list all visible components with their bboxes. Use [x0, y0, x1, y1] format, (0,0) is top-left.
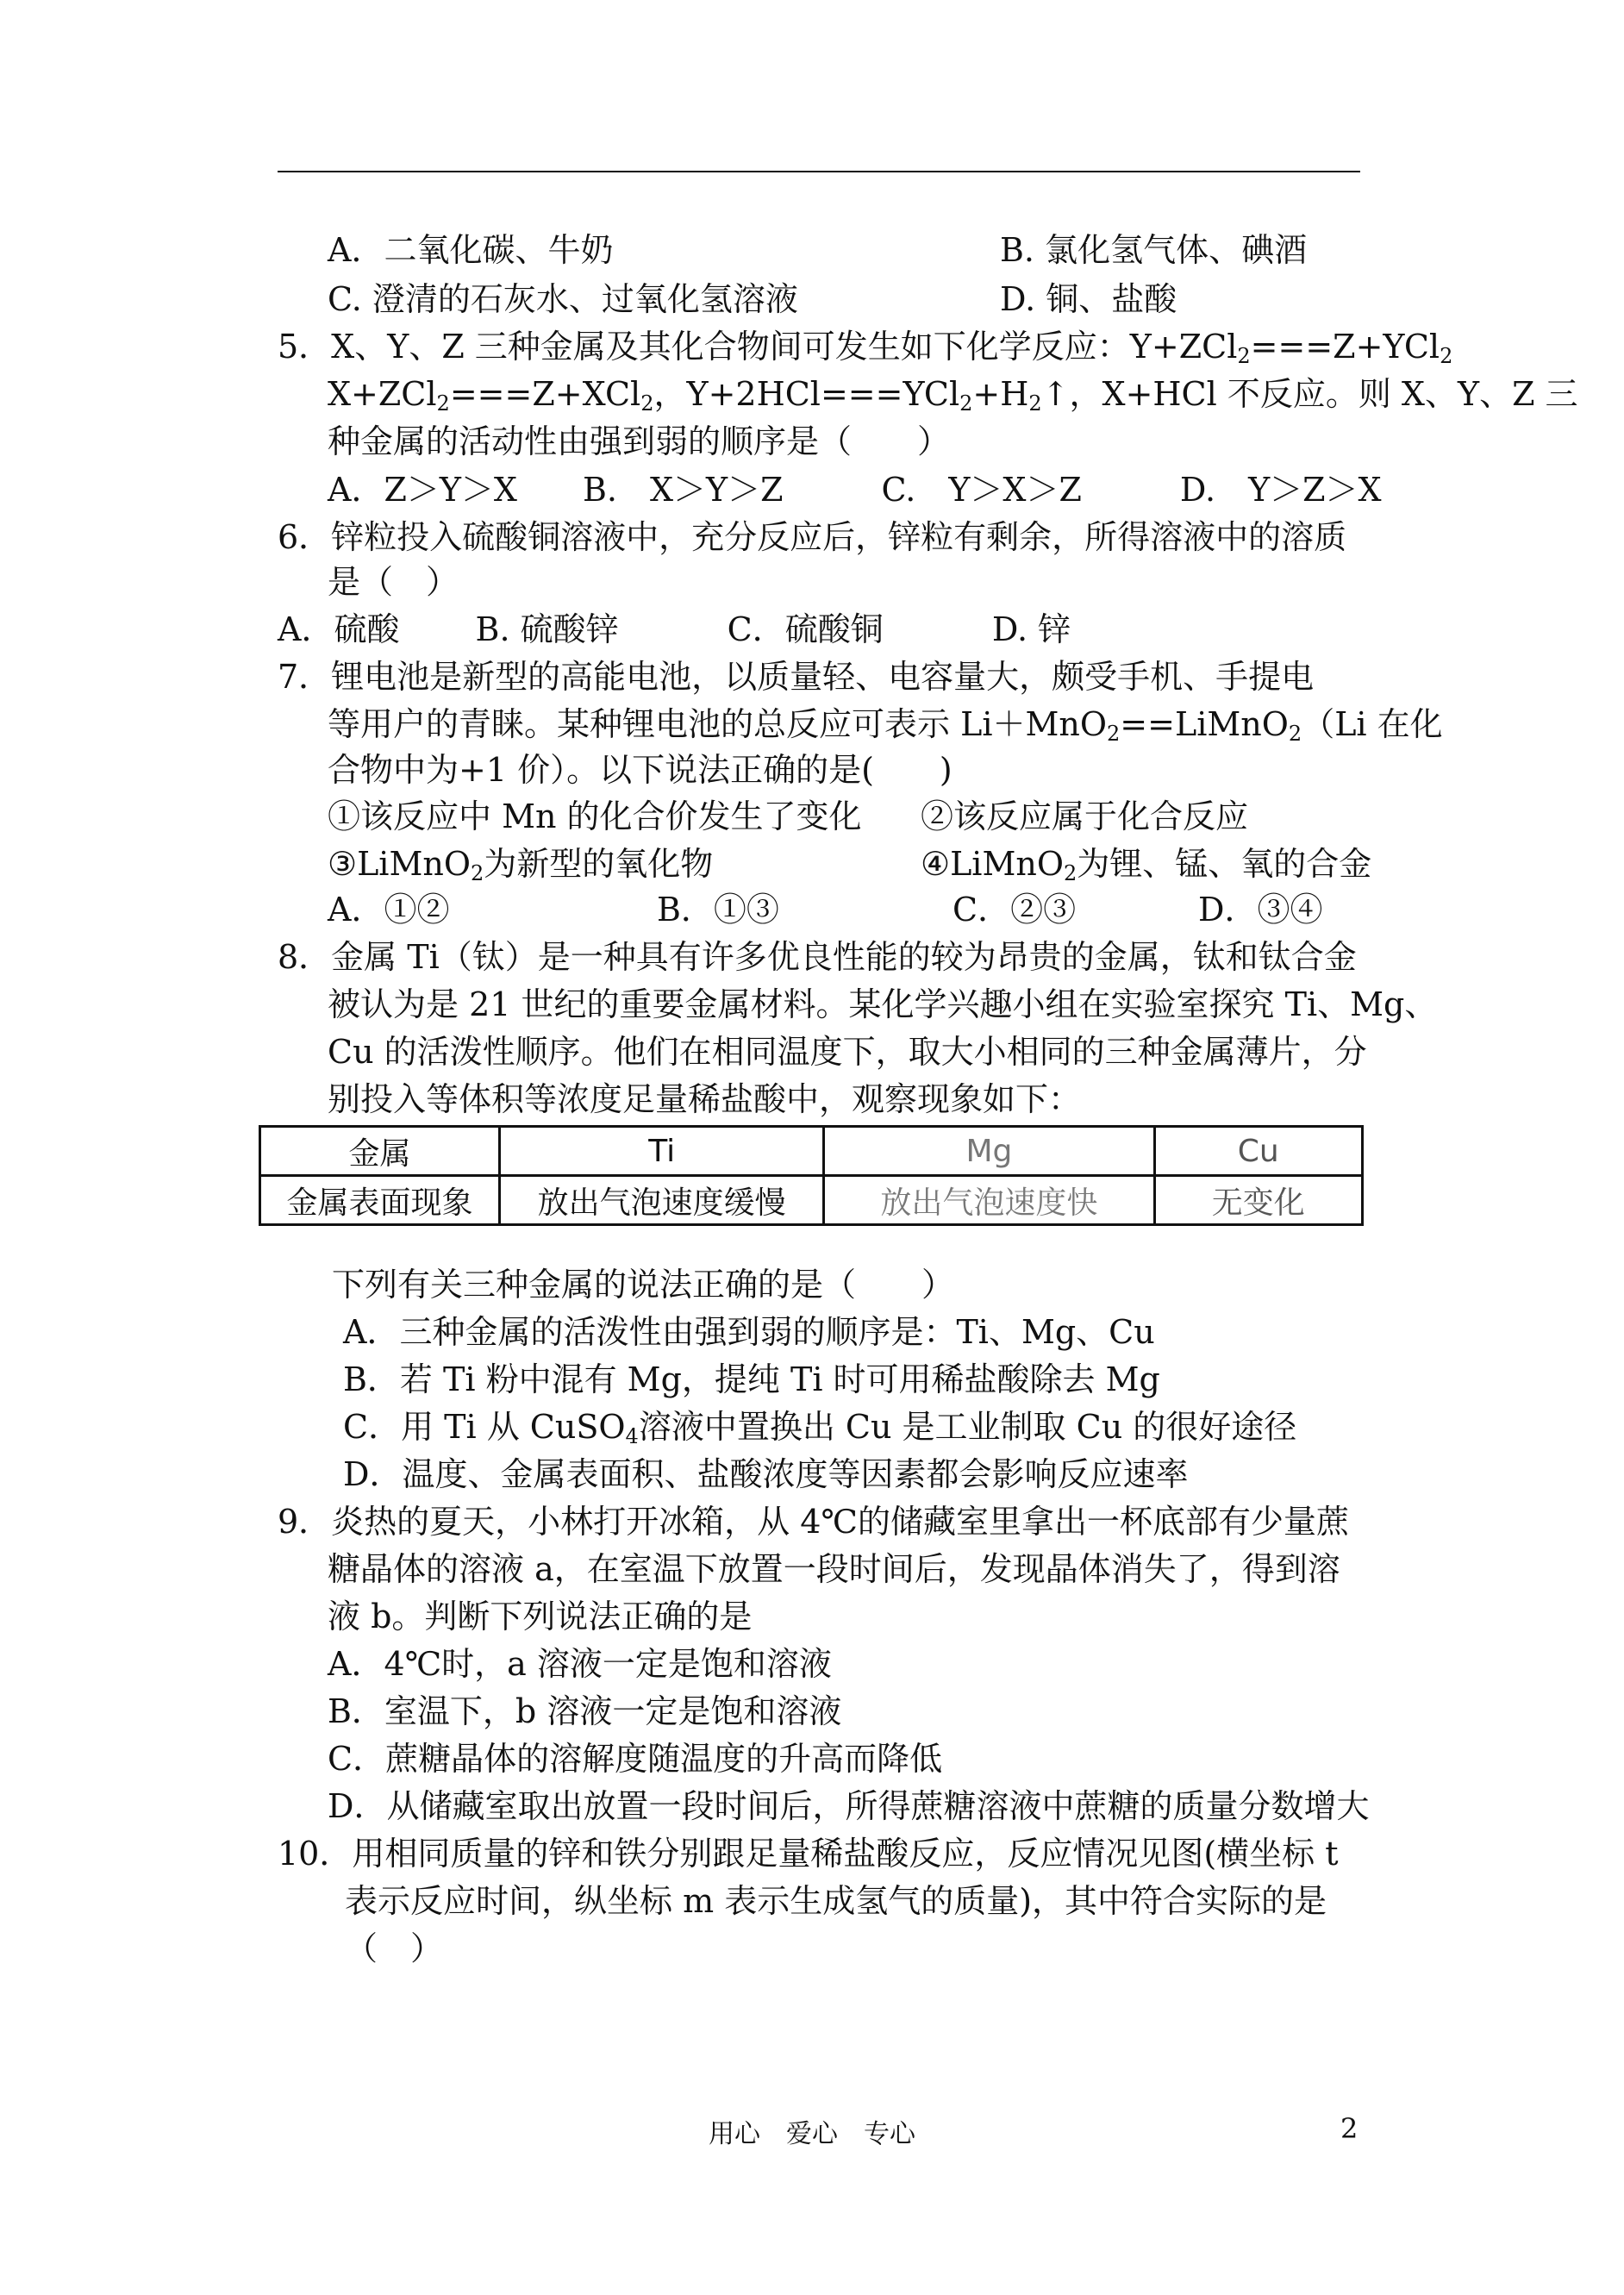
q7-statement-2: ②该反应属于化合反应 [921, 797, 1249, 835]
q10-line1: 10．用相同质量的锌和铁分别跟足量稀盐酸反应，反应情况见图(横坐标 t [278, 1835, 1339, 1873]
q10-line2: 表示反应时间，纵坐标 m 表示生成氢气的质量)，其中符合实际的是 [345, 1882, 1327, 1920]
q5-line1: 5．X、Y、Z 三种金属及其化合物间可发生如下化学反应：Y+ZCl$_2$===Z+YCl$_2$ [278, 328, 1453, 368]
q7-line3: 合物中为+1 价）。以下说法正确的是( ) [328, 751, 953, 789]
q9-line1: 9．炎热的夏天，小林打开冰箱，从 4℃的储藏室里拿出一杯底部有少量蔗 [278, 1503, 1349, 1541]
q5-line3: 种金属的活动性由强到弱的顺序是（ ） [328, 422, 951, 460]
q9-option-a: A．4℃时，a 溶液一定是饱和溶液 [328, 1645, 832, 1683]
q6-options: A．硫酸 B. 硫酸锌 C．硫酸铜 D. 锌 [278, 610, 1071, 648]
q9-line2: 糖晶体的溶液 a，在室温下放置一段时间后，发现晶体消失了，得到溶 [328, 1550, 1340, 1588]
header-rule [278, 171, 1360, 172]
q8-option-b: B．若 Ti 粉中混有 Mg，提纯 Ti 时可用稀盐酸除去 Mg [343, 1360, 1160, 1398]
q8-line2: 被认为是 21 世纪的重要金属材料。某化学兴趣小组在实验室探究 Ti、Mg、 [328, 985, 1438, 1023]
q4-option-a: A．二氧化碳、牛奶 [328, 231, 614, 269]
q7-option-c: C．②③ [953, 891, 1077, 929]
table-header-cell: Cu [1154, 1127, 1362, 1176]
q8-option-c: C．用 Ti 从 CuSO$_4$溶液中置换出 Cu 是工业制取 Cu 的很好途径 [343, 1408, 1297, 1448]
q8-line4: 别投入等体积等浓度足量稀盐酸中，观察现象如下： [328, 1080, 1082, 1118]
q9-option-d: D．从储藏室取出放置一段时间后，所得蔗糖溶液中蔗糖的质量分数增大 [328, 1787, 1370, 1825]
table-cell: 无变化 [1154, 1176, 1362, 1225]
q7-option-d: D．③④ [1198, 891, 1323, 929]
table-cell: 放出气泡速度缓慢 [500, 1176, 824, 1225]
table-cell: 金属表面现象 [260, 1176, 500, 1225]
q7-line2: 等用户的青睐。某种锂电池的总反应可表示 Li＋MnO$_2$==LiMnO$_2$（Li 在化 [328, 705, 1443, 746]
q5-options: A．Z＞Y＞X B. X＞Y＞Z C. Y＞X＞Z D. Y＞Z＞X [328, 471, 1382, 509]
q8-option-d: D．温度、金属表面积、盐酸浓度等因素都会影响反应速率 [343, 1455, 1189, 1493]
q7-statement-4: ④LiMnO$_2$为锂、锰、氧的合金 [921, 845, 1372, 885]
q5-line2: X+ZCl$_2$===Z+XCl$_2$，$Y+2HCl===YCl_2+H_2↑$，X+HCl 不反应。则 X、Y、Z 三 [328, 375, 1578, 416]
table-header-row [260, 1127, 1363, 1176]
q7-statement-3: ③LiMnO$_2$为新型的氧化物 [328, 845, 714, 885]
table-row [260, 1176, 1363, 1225]
q7-option-a: A．①② [328, 891, 450, 929]
q9-option-b: B．室温下，b 溶液一定是饱和溶液 [328, 1692, 842, 1730]
q4-option-d: D. 铜、盐酸 [1000, 280, 1177, 318]
q4-option-c: C. 澄清的石灰水、过氧化氢溶液 [328, 280, 798, 318]
table-header-cell: Ti [500, 1127, 824, 1176]
q6-line1: 6．锌粒投入硫酸铜溶液中，充分反应后，锌粒有剩余，所得溶液中的溶质 [278, 518, 1347, 556]
q7-option-b: B．①③ [657, 891, 779, 929]
q9-line3: 液 b。判断下列说法正确的是 [328, 1598, 753, 1635]
q10-line3: （ ） [345, 1929, 444, 1967]
page-number: 2 [1340, 2112, 1359, 2145]
q8-prompt: 下列有关三种金属的说法正确的是（ ） [332, 1266, 955, 1304]
table-header-cell: Mg [824, 1127, 1154, 1176]
q8-line3: Cu 的活泼性顺序。他们在相同温度下，取大小相同的三种金属薄片，分 [328, 1033, 1367, 1071]
page-footer: 用心 爱心 专心 [709, 2119, 915, 2149]
q6-line2: 是（ ） [328, 563, 459, 601]
q4-option-b: B. 氯化氢气体、碘酒 [1000, 231, 1308, 269]
q9-option-c: C．蔗糖晶体的溶解度随温度的升高而降低 [328, 1740, 943, 1778]
table-cell: 放出气泡速度快 [824, 1176, 1154, 1225]
q7-line1: 7．锂电池是新型的高能电池，以质量轻、电容量大，颇受手机、手提电 [278, 658, 1315, 696]
q7-statement-1: ①该反应中 Mn 的化合价发生了变化 [328, 797, 862, 835]
q8-option-a: A．三种金属的活泼性由强到弱的顺序是：Ti、Mg、Cu [343, 1313, 1155, 1351]
table-header-cell: 金属 [260, 1127, 500, 1176]
metal-observation-table [259, 1125, 1364, 1226]
q8-line1: 8．金属 Ti（钛）是一种具有许多优良性能的较为昂贵的金属，钛和钛合金 [278, 938, 1357, 976]
